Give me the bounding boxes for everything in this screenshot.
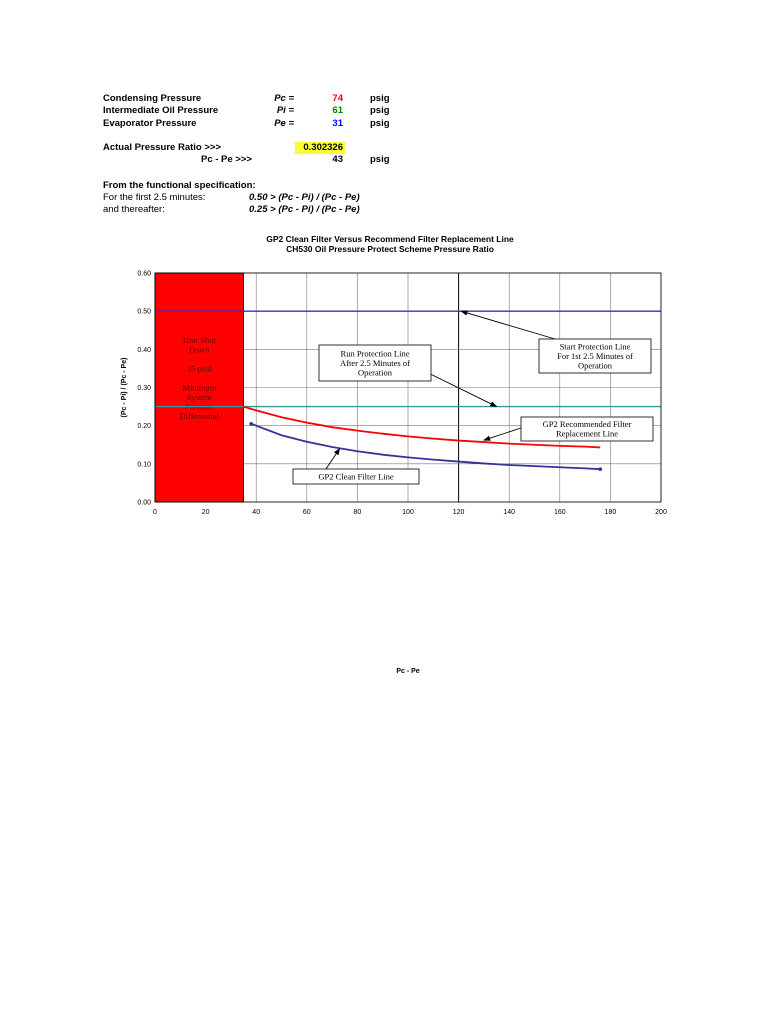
shutdown-region — [155, 273, 244, 502]
y-tick-label: 0.60 — [137, 270, 151, 278]
y-axis-label: (Pc - Pi) / (Pc - Pe) — [121, 357, 128, 418]
shutdown-region-text: Unit Shut — [182, 335, 216, 345]
x-tick-label: 140 — [503, 509, 516, 516]
x-tick-label: 40 — [252, 509, 261, 516]
spec-heading: From the functional specification: — [103, 180, 256, 191]
condensing-pressure-value: 74 — [332, 93, 343, 104]
shutdown-region-text: Differential — [179, 411, 220, 421]
x-tick-label: 20 — [201, 509, 210, 516]
evaporator-pressure-unit: psig — [370, 118, 390, 129]
shutdown-region-text: 35 psid — [186, 363, 212, 374]
pc-pe-value: 43 — [332, 154, 343, 165]
chart-annotations — [293, 311, 653, 484]
y-tick-label: 0.20 — [137, 423, 151, 431]
pressure-ratio-chart — [100, 225, 675, 525]
x-tick-label: 160 — [553, 509, 566, 516]
chart-subtitle: CH530 Oil Pressure Protect Scheme Pressure Ratio — [286, 244, 494, 254]
pc-pe-footer-label: Pc - Pe — [396, 668, 420, 675]
annotation-text: Replacement Line — [555, 428, 619, 439]
x-tick-label: 120 — [452, 509, 465, 516]
annotation-text: GP2 Clean Filter Line — [318, 471, 394, 482]
y-tick-label: 0.30 — [137, 385, 151, 392]
y-tick-label: 0.10 — [137, 461, 151, 469]
annotation-arrow — [484, 428, 521, 440]
x-tick-label: 180 — [604, 509, 617, 516]
shutdown-region-text: Minimum — [182, 382, 217, 393]
actual-pressure-ratio-value: 0.302326 — [295, 142, 345, 154]
evaporator-pressure-label: Evaporator Pressure — [103, 118, 197, 129]
annotation-text: Operation — [578, 360, 612, 371]
condensing-pressure-label: Condensing Pressure — [103, 93, 202, 104]
spec-first-formula: 0.50 > (Pc - Pi) / (Pc - Pe) — [249, 192, 360, 203]
shutdown-region-text: Down — [188, 344, 210, 355]
annotation-arrow — [326, 449, 340, 469]
x-tick-label: 200 — [655, 509, 667, 516]
spec-after-label: and thereafter: — [103, 204, 165, 215]
x-tick-label: 0 — [153, 509, 157, 516]
intermediate-oil-pressure-symbol: Pi = — [276, 105, 294, 116]
y-tick-label: 0.50 — [137, 308, 151, 316]
annotation-text: Run Protection Line — [340, 348, 410, 359]
evaporator-pressure-value: 31 — [332, 118, 343, 129]
y-tick-label: 0.40 — [137, 346, 151, 354]
series-point — [598, 467, 602, 471]
chart-title: GP2 Clean Filter Versus Recommend Filter Replacement Line — [266, 234, 514, 244]
intermediate-oil-pressure-value: 61 — [332, 105, 343, 116]
pc-pe-unit: psig — [370, 154, 390, 165]
y-tick-label: 0.00 — [137, 499, 151, 507]
actual-pressure-ratio-label: Actual Pressure Ratio >>> — [103, 142, 222, 153]
x-tick-label: 100 — [402, 509, 414, 516]
series-point — [249, 422, 253, 426]
annotation-arrow — [461, 311, 555, 339]
annotation-text: Start Protection Line — [559, 341, 631, 352]
annotation-text: GP2 Recommended Filter — [542, 419, 632, 429]
intermediate-oil-pressure-label: Intermediate Oil Pressure — [103, 105, 219, 116]
spec-first-label: For the first 2.5 minutes: — [103, 192, 206, 203]
annotation-text: Operation — [358, 367, 392, 378]
x-tick-label: 60 — [302, 509, 311, 516]
spec-after-formula: 0.25 > (Pc - Pi) / (Pc - Pe) — [249, 204, 360, 215]
condensing-pressure-symbol: Pc = — [274, 93, 294, 104]
x-tick-label: 80 — [353, 509, 362, 516]
shutdown-region-text: Pressure — [184, 401, 214, 412]
annotation-text: For 1st 2.5 Minutes of — [557, 350, 633, 361]
pc-pe-label: Pc - Pe >>> — [201, 154, 252, 165]
evaporator-pressure-symbol: Pe = — [274, 118, 294, 129]
shutdown-region-text: System — [186, 392, 212, 402]
condensing-pressure-unit: psig — [370, 93, 390, 104]
annotation-text: After 2.5 Minutes of — [340, 357, 410, 368]
intermediate-oil-pressure-unit: psig — [370, 105, 390, 116]
